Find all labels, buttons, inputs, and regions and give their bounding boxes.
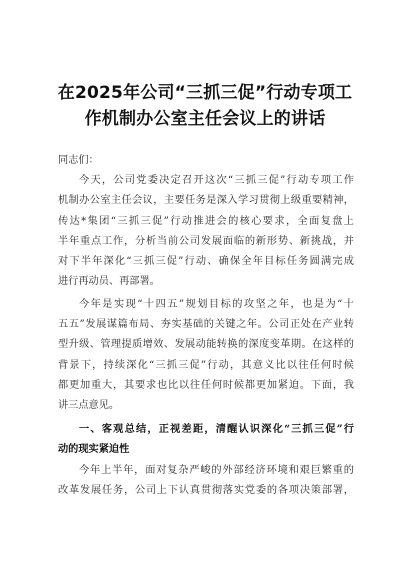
section-heading-line: 动的现实紧迫性 [58,442,130,455]
title-line-1: 在2025年公司“三抓三促”行动专项工 [57,83,353,103]
paragraph-line: 机制办公室主任会议，主要任务是深入学习贯彻上级重要精神， [58,195,354,207]
greeting: 同志们： [58,155,99,166]
document-body [58,151,354,502]
paragraph-line: 对下半年深化“三抓三促”行动、确保全年目标任务圆满完成 [58,256,354,268]
paragraph-line: 背景下，持续深化“三抓三促”行动，其意义比以往任何时候 [58,359,354,371]
paragraph-line: 半年重点工作，分析当前公司发展面临的新形势、新挑战，并 [58,235,354,247]
paragraph-2 [58,295,354,417]
paragraph-line: 讲三点意见。 [58,400,120,412]
paragraph-line: 五五”发展谋篇布局、夯实基础的关键之年。公司正处在产业转 [58,319,354,331]
document-title [52,80,358,132]
paragraph-line: 型升级、管理提质增效、发展动能转换的深度变革期。在这样的 [58,339,354,351]
paragraph-line: 传达*集团“三抓三促”行动推进会的核心要求，全面复盘上 [58,215,354,227]
paragraph-line: 改革发展任务，公司上下认真贯彻落实党委的各项决策部署， [58,485,354,497]
paragraph-3 [58,461,354,502]
paragraph-1 [58,171,354,293]
paragraph-line: 今年是实现“十四五”规划目标的攻坚之年，也是为“十 [79,298,354,310]
paragraph-line: 都更加重大，其要求也比以往任何时候都更加紧迫。下面，我 [58,379,354,391]
section-heading-line: 一、客观总结，正视差距，清醒认识深化“三抓三促”行 [79,422,354,435]
section-heading-1 [58,419,354,460]
paragraph-line: 今天，公司党委决定召开这次“三抓三促”行动专项工作 [79,175,354,186]
title-line-2: 作机制办公室主任会议上的讲话 [84,109,326,129]
paragraph-line: 进行再动员、再部署。 [58,276,160,288]
paragraph-line: 今年上半年，面对复杂严峻的外部经济环境和艰巨繁重的 [79,465,354,477]
